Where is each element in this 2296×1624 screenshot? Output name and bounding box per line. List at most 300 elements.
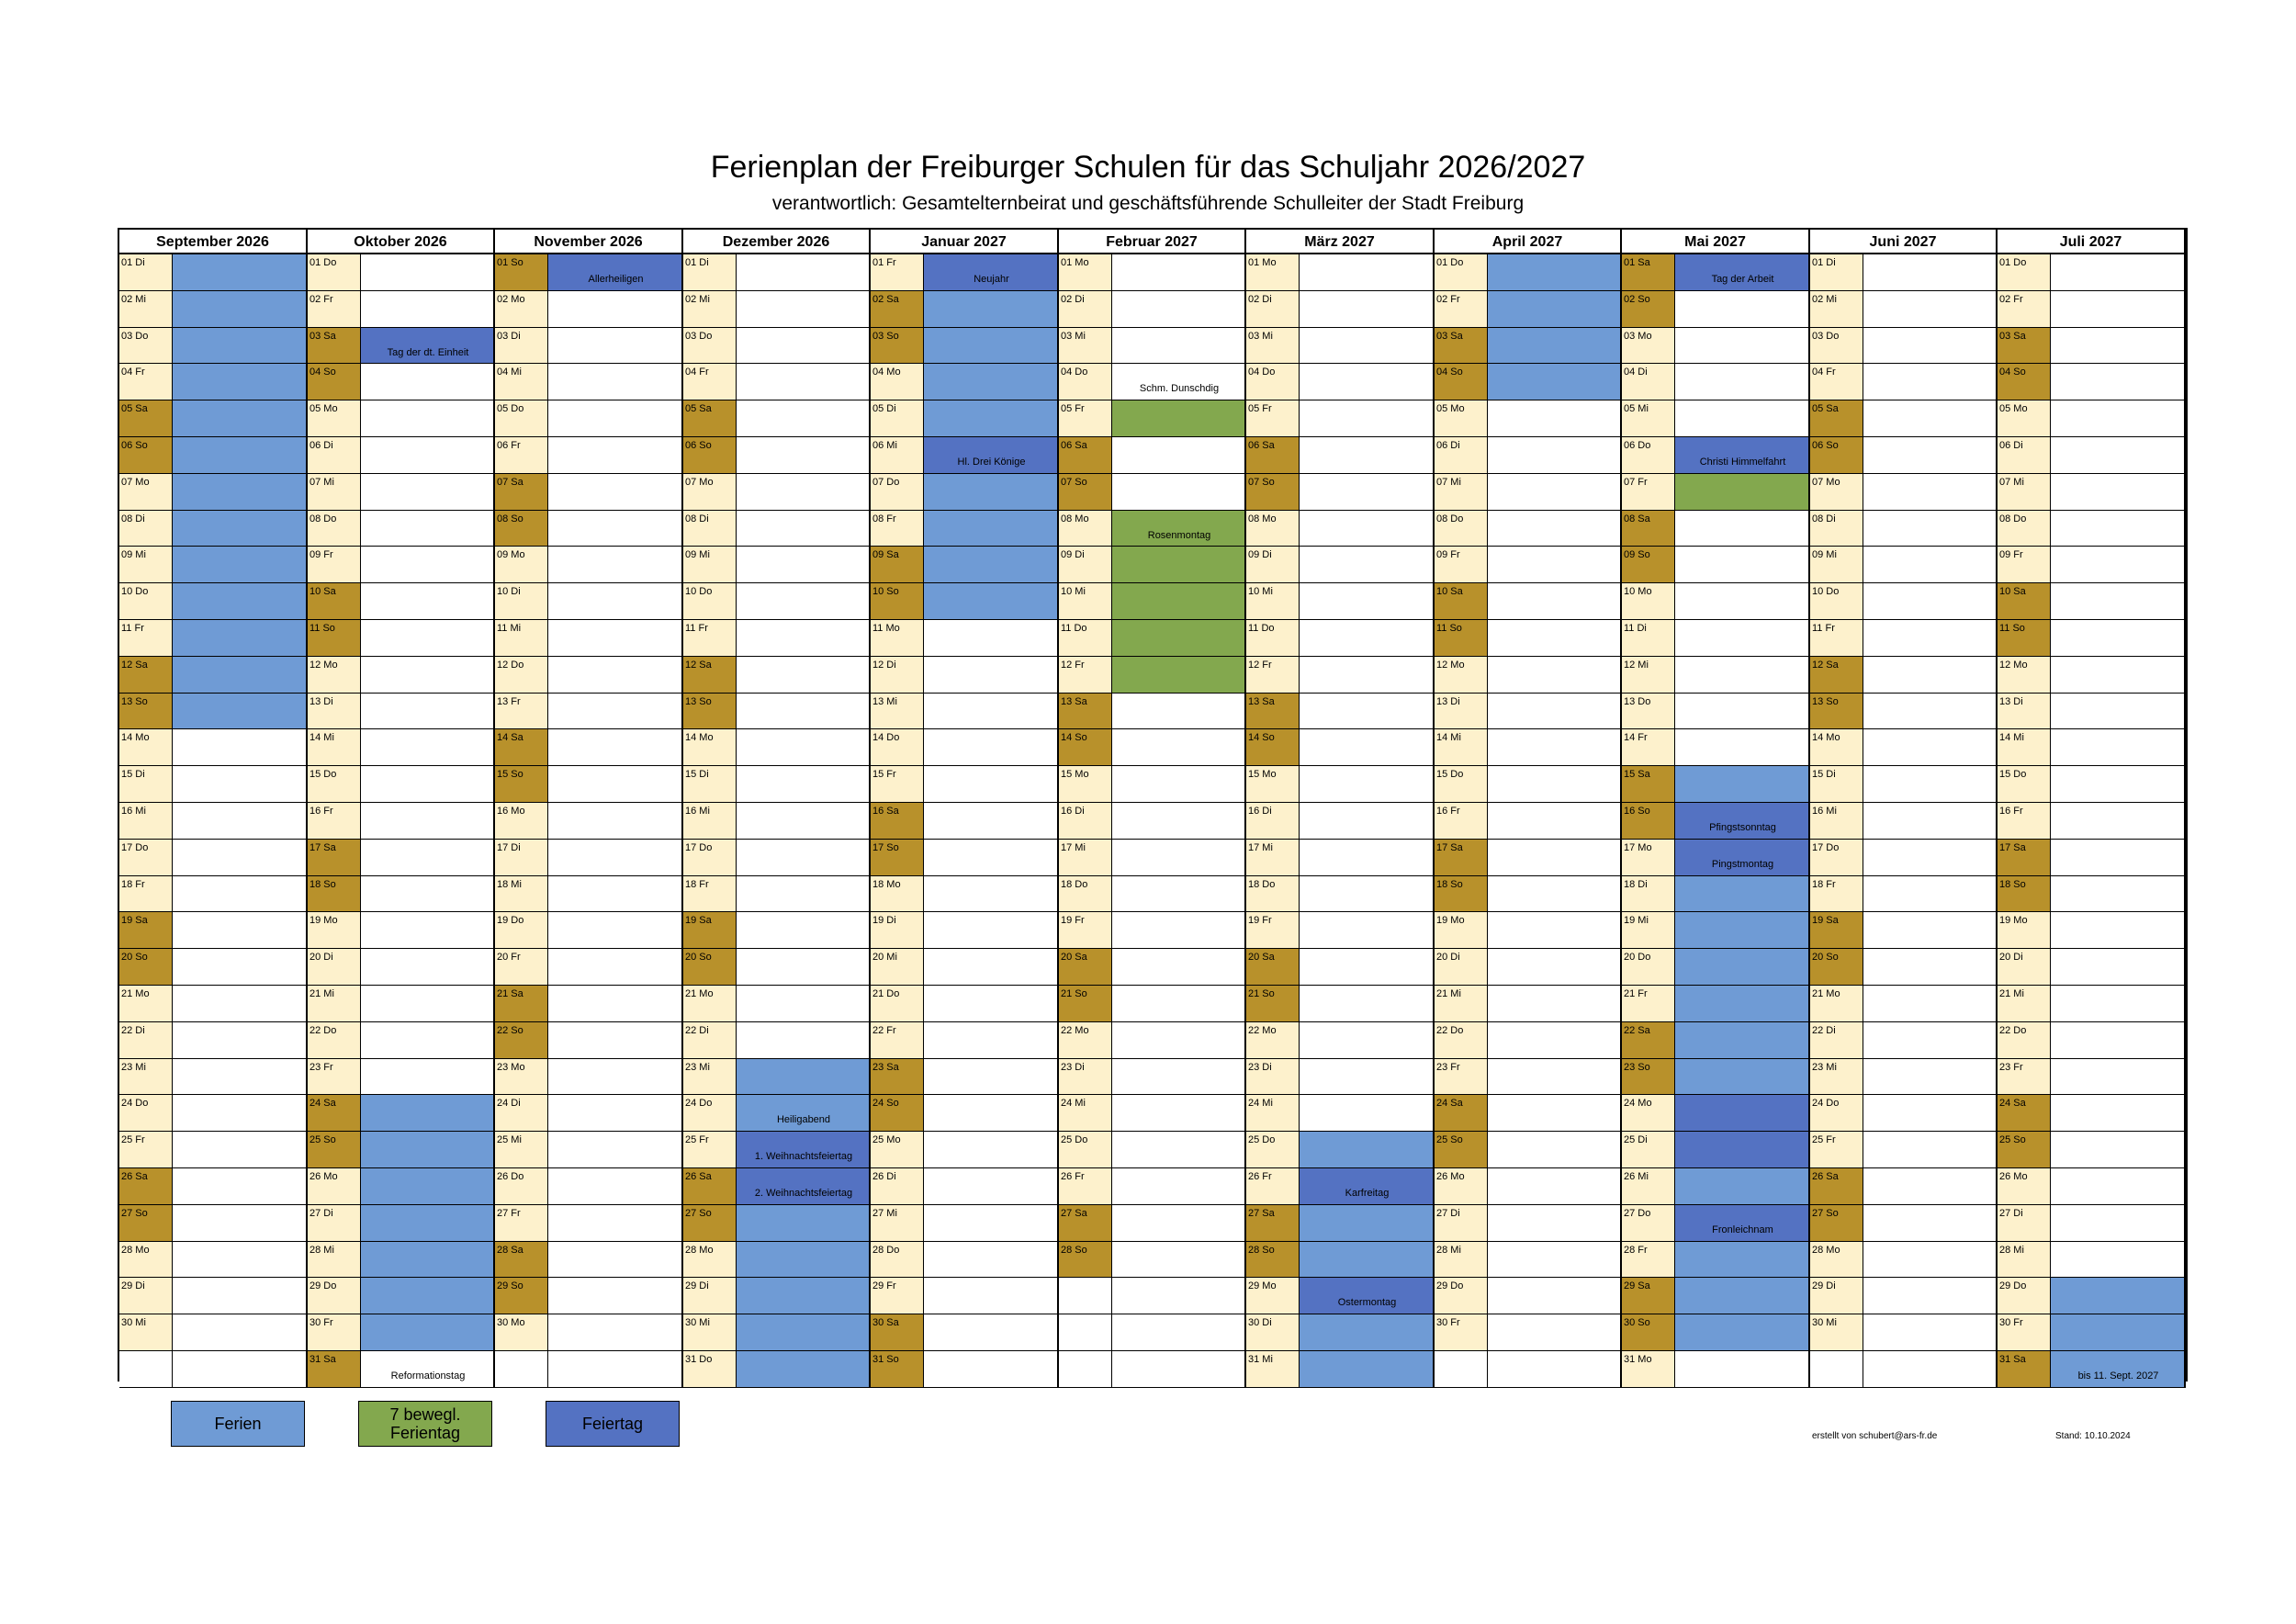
day-cell: 22 Mo [1246,1022,1300,1059]
event-cell [737,1022,871,1059]
event-cell [1112,254,1246,291]
event-cell [2051,547,2186,583]
day-cell: 21 Mo [683,986,737,1022]
event-cell [924,876,1059,912]
event-cell [1488,620,1622,657]
event-cell [2051,912,2186,949]
event-cell [548,840,683,876]
event-cell [361,364,495,400]
day-cell: 04 Do [1059,364,1112,400]
holiday-label: Tag der Arbeit [1711,274,1774,285]
event-cell [2051,803,2186,840]
event-cell [173,1095,308,1132]
event-cell [1112,1132,1246,1168]
day-cell: 15 Do [1435,766,1488,803]
day-cell: 11 So [308,620,361,657]
day-cell: 21 Sa [495,986,548,1022]
day-cell: 09 Di [1059,547,1112,583]
day-cell: 04 So [1435,364,1488,400]
day-cell: 22 Sa [1622,1022,1675,1059]
event-cell [548,986,683,1022]
event-cell [173,1022,308,1059]
day-cell: 28 Fr [1622,1242,1675,1278]
event-cell [1863,291,1998,328]
event-cell [737,912,871,949]
day-cell: 05 Do [495,400,548,437]
day-cell: 28 Mi [1435,1242,1488,1278]
holiday-label: Schm. Dunschdig [1139,383,1220,394]
event-cell [361,912,495,949]
day-cell: 26 Mo [1435,1168,1488,1205]
event-cell [1863,949,1998,986]
event-cell [1863,437,1998,474]
day-cell: 15 Di [1810,766,1863,803]
day-cell: 02 Mi [119,291,173,328]
empty-cell [119,1351,173,1388]
day-cell: 08 Di [1810,511,1863,547]
day-cell: 02 So [1622,291,1675,328]
event-cell [1300,657,1435,694]
event-cell [1300,400,1435,437]
event-cell [1112,474,1246,511]
event-cell [1300,912,1435,949]
day-cell: 01 Mo [1246,254,1300,291]
event-cell [1488,1168,1622,1205]
event-cell [737,766,871,803]
event-cell [173,840,308,876]
day-cell: 25 Fr [683,1132,737,1168]
event-cell [737,1278,871,1314]
day-cell: 10 Do [119,583,173,620]
event-cell [361,986,495,1022]
day-cell: 18 So [1435,876,1488,912]
event-cell [1863,766,1998,803]
event-cell [361,766,495,803]
day-cell: 06 Do [1622,437,1675,474]
day-cell: 22 Di [1810,1022,1863,1059]
day-cell: 26 Mo [308,1168,361,1205]
day-cell: 14 Mo [683,729,737,766]
day-cell: 11 Fr [683,620,737,657]
event-cell [548,437,683,474]
event-cell [737,1314,871,1351]
day-cell: 21 So [1059,986,1112,1022]
event-cell [1488,657,1622,694]
event-cell [173,437,308,474]
event-cell [924,949,1059,986]
event-cell [924,1132,1059,1168]
day-cell: 21 Do [871,986,924,1022]
day-cell: 25 Do [1246,1132,1300,1168]
day-cell: 23 Fr [308,1059,361,1095]
day-cell: 21 Mo [119,986,173,1022]
day-cell: 26 Do [495,1168,548,1205]
day-cell: 31 Sa [308,1351,361,1388]
day-cell: 05 Fr [1059,400,1112,437]
day-cell: 05 Fr [1246,400,1300,437]
day-cell: 07 So [1059,474,1112,511]
event-cell [1300,1059,1435,1095]
day-cell: 15 So [495,766,548,803]
day-cell: 21 Mi [1435,986,1488,1022]
event-cell [1112,291,1246,328]
event-cell [1863,1351,1998,1388]
day-cell: 04 Fr [1810,364,1863,400]
event-cell [548,1132,683,1168]
day-cell: 16 Fr [1435,803,1488,840]
day-cell: 23 So [1622,1059,1675,1095]
holiday-label: Karfreitag [1345,1188,1390,1199]
day-cell: 08 Sa [1622,511,1675,547]
event-cell [1300,254,1435,291]
day-cell: 10 Do [683,583,737,620]
event-cell [548,1168,683,1205]
day-cell: 01 Sa [1622,254,1675,291]
day-cell: 30 Fr [1998,1314,2051,1351]
event-cell [548,511,683,547]
day-cell: 14 Mo [119,729,173,766]
event-cell [924,1314,1059,1351]
event-cell [1300,840,1435,876]
day-cell: 24 Mi [1059,1095,1112,1132]
event-cell [2051,620,2186,657]
event-cell [1675,583,1810,620]
holiday-label: Neujahr [974,274,1009,285]
holiday-label: 2. Weihnachtsfeiertag [754,1188,853,1199]
day-cell: 22 Di [683,1022,737,1059]
day-cell: 09 Mi [683,547,737,583]
day-cell: 14 Do [871,729,924,766]
day-cell: 21 Mo [1810,986,1863,1022]
day-cell: 20 So [683,949,737,986]
event-cell [173,620,308,657]
event-cell [2051,694,2186,729]
event-cell [1300,291,1435,328]
holiday-label: Fronleichnam [1712,1224,1773,1235]
event-cell [2051,583,2186,620]
holiday-label: 1. Weihnachtsfeiertag [754,1151,853,1162]
event-cell [361,1022,495,1059]
event-cell [1488,583,1622,620]
event-cell [1300,1351,1435,1388]
event-cell [361,583,495,620]
day-cell: 26 Sa [119,1168,173,1205]
event-cell [737,986,871,1022]
event-cell [361,1095,495,1132]
day-cell: 17 Mi [1246,840,1300,876]
event-cell [924,694,1059,729]
day-cell: 22 Do [1435,1022,1488,1059]
day-cell: 28 Mo [683,1242,737,1278]
day-cell: 04 Mo [871,364,924,400]
event-cell [1488,1205,1622,1242]
day-cell: 21 Mi [308,986,361,1022]
day-cell: 23 Fr [1998,1059,2051,1095]
event-cell [2051,949,2186,986]
day-cell: 16 Fr [1998,803,2051,840]
event-cell [1675,766,1810,803]
event-cell [1300,986,1435,1022]
day-cell: 15 Di [683,766,737,803]
day-cell: 17 Mi [1059,840,1112,876]
day-cell: 27 Mi [871,1205,924,1242]
event-cell [173,986,308,1022]
event-cell [548,657,683,694]
event-cell [548,912,683,949]
day-cell: 01 Di [683,254,737,291]
event-cell [173,803,308,840]
event-cell [924,400,1059,437]
day-cell: 12 Do [495,657,548,694]
day-cell: 24 Mo [1622,1095,1675,1132]
event-cell [361,1168,495,1205]
event-cell [361,1059,495,1095]
day-cell: 30 Mo [495,1314,548,1351]
day-cell: 06 Sa [1246,437,1300,474]
event-cell [1112,986,1246,1022]
event-cell [361,949,495,986]
day-cell: 10 Sa [1998,583,2051,620]
event-cell [1300,803,1435,840]
day-cell: 07 So [1246,474,1300,511]
day-cell: 13 Di [1998,694,2051,729]
month-header: Februar 2027 [1059,230,1246,254]
event-cell [361,803,495,840]
month-header: Januar 2027 [871,230,1059,254]
day-cell: 05 Sa [683,400,737,437]
day-cell: 05 Sa [119,400,173,437]
event-cell [173,547,308,583]
event-cell [173,912,308,949]
day-cell: 20 Sa [1246,949,1300,986]
event-cell [1112,437,1246,474]
day-cell: 11 Di [1622,620,1675,657]
event-cell [2051,364,2186,400]
day-cell: 03 Mo [1622,328,1675,364]
day-cell: 27 Sa [1246,1205,1300,1242]
event-cell [737,876,871,912]
day-cell: 18 So [1998,876,2051,912]
day-cell: 20 Di [308,949,361,986]
day-cell: 20 Di [1998,949,2051,986]
day-cell: 07 Mi [1435,474,1488,511]
day-cell: 16 Mo [495,803,548,840]
day-cell: 01 Do [1435,254,1488,291]
day-cell: 31 Mo [1622,1351,1675,1388]
day-cell: 04 Fr [119,364,173,400]
event-cell [173,1205,308,1242]
day-cell: 01 Mo [1059,254,1112,291]
day-cell: 29 Do [1998,1278,2051,1314]
event-cell [2051,437,2186,474]
day-cell: 06 So [683,437,737,474]
event-cell [2051,254,2186,291]
event-cell [548,876,683,912]
day-cell: 13 Di [308,694,361,729]
day-cell: 15 Sa [1622,766,1675,803]
event-cell [1488,547,1622,583]
day-cell: 27 Do [1622,1205,1675,1242]
event-cell [1300,547,1435,583]
day-cell: 27 Di [1998,1205,2051,1242]
event-cell [2051,729,2186,766]
event-cell [1863,1314,1998,1351]
day-cell: 28 Mo [1810,1242,1863,1278]
day-cell: 05 Mo [1998,400,2051,437]
day-cell: 13 Mi [871,694,924,729]
event-cell [1675,876,1810,912]
event-cell [361,1314,495,1351]
event-cell [361,547,495,583]
holiday-label: Pingstmontag [1711,859,1774,870]
event-cell [1300,876,1435,912]
day-cell: 08 Do [308,511,361,547]
day-cell: 29 Di [119,1278,173,1314]
day-cell: 07 Mo [119,474,173,511]
event-cell [548,766,683,803]
day-cell: 03 Do [119,328,173,364]
day-cell: 21 So [1246,986,1300,1022]
day-cell: 24 Sa [308,1095,361,1132]
event-cell [1112,949,1246,986]
day-cell: 13 So [119,694,173,729]
day-cell: 02 Mi [683,291,737,328]
day-cell: 29 Mo [1246,1278,1300,1314]
holiday-label: Rosenmontag [1147,530,1211,541]
event-cell [1112,1022,1246,1059]
event-cell [2051,1314,2186,1351]
event-cell [173,1314,308,1351]
day-cell: 09 Fr [1435,547,1488,583]
day-cell: 23 Mi [1810,1059,1863,1095]
day-cell: 16 So [1622,803,1675,840]
day-cell: 24 Mi [1246,1095,1300,1132]
event-cell [924,1242,1059,1278]
day-cell: 03 Di [495,328,548,364]
month-header: November 2026 [495,230,683,254]
event-cell [173,1351,308,1388]
day-cell: 01 Fr [871,254,924,291]
event-cell [1488,1132,1622,1168]
day-cell: 08 Di [119,511,173,547]
event-cell [1300,766,1435,803]
day-cell: 26 Fr [1246,1168,1300,1205]
day-cell: 09 Sa [871,547,924,583]
day-cell: 25 So [1435,1132,1488,1168]
day-cell: 26 Mi [1622,1168,1675,1205]
legend-ferien: Ferien [171,1401,305,1447]
day-cell: 20 Fr [495,949,548,986]
day-cell: 03 Mi [1059,328,1112,364]
day-cell: 07 Sa [495,474,548,511]
event-cell [737,657,871,694]
day-cell: 12 Mo [1435,657,1488,694]
day-cell: 29 Di [1810,1278,1863,1314]
event-cell [1112,766,1246,803]
day-cell: 31 Mi [1246,1351,1300,1388]
day-cell: 11 So [1998,620,2051,657]
event-cell [1675,364,1810,400]
day-cell: 06 So [1810,437,1863,474]
event-cell [548,694,683,729]
event-cell [548,1242,683,1278]
day-cell: 22 Fr [871,1022,924,1059]
day-cell: 22 Mo [1059,1022,1112,1059]
day-cell: 28 Do [871,1242,924,1278]
event-cell [924,729,1059,766]
event-cell [2051,400,2186,437]
event-cell [1863,254,1998,291]
day-cell: 10 Do [1810,583,1863,620]
day-cell: 30 Di [1246,1314,1300,1351]
day-cell: 06 Fr [495,437,548,474]
event-cell [737,328,871,364]
day-cell: 25 Do [1059,1132,1112,1168]
day-cell: 03 Do [683,328,737,364]
event-cell [924,657,1059,694]
day-cell: 23 Di [1246,1059,1300,1095]
event-cell [548,1095,683,1132]
event-cell [1488,1059,1622,1095]
event-cell [361,729,495,766]
event-cell [924,766,1059,803]
event-cell [924,803,1059,840]
day-cell: 20 Sa [1059,949,1112,986]
day-cell: 01 Di [1810,254,1863,291]
day-cell: 10 Mi [1246,583,1300,620]
event-cell [924,1095,1059,1132]
event-cell [1863,1205,1998,1242]
day-cell: 19 Mo [1998,912,2051,949]
day-cell: 18 Fr [683,876,737,912]
day-cell: 22 Do [308,1022,361,1059]
event-cell [173,766,308,803]
day-cell: 15 Do [1998,766,2051,803]
event-cell [2051,766,2186,803]
day-cell: 25 Di [1622,1132,1675,1168]
event-cell [1112,1095,1246,1132]
event-cell [1488,766,1622,803]
day-cell: 30 Fr [308,1314,361,1351]
event-cell [361,657,495,694]
event-cell [737,729,871,766]
day-cell: 05 Sa [1810,400,1863,437]
event-cell [924,328,1059,364]
day-cell: 24 So [871,1095,924,1132]
event-cell [548,291,683,328]
event-cell [361,694,495,729]
event-cell [2051,657,2186,694]
event-cell [1300,729,1435,766]
event-cell [924,1059,1059,1095]
event-cell [737,547,871,583]
day-cell: 12 Sa [683,657,737,694]
day-cell: 05 Mo [1435,400,1488,437]
event-cell [1488,1314,1622,1351]
day-cell: 14 Mi [1435,729,1488,766]
event-cell [1112,620,1246,657]
event-cell [1112,912,1246,949]
day-cell: 05 Di [871,400,924,437]
day-cell: 25 Fr [119,1132,173,1168]
event-cell [1488,1278,1622,1314]
day-cell: 25 Fr [1810,1132,1863,1168]
event-cell [1488,1351,1622,1388]
day-cell: 12 Mi [1622,657,1675,694]
month-header: September 2026 [119,230,308,254]
day-cell: 30 Sa [871,1314,924,1351]
day-cell: 14 Mo [1810,729,1863,766]
